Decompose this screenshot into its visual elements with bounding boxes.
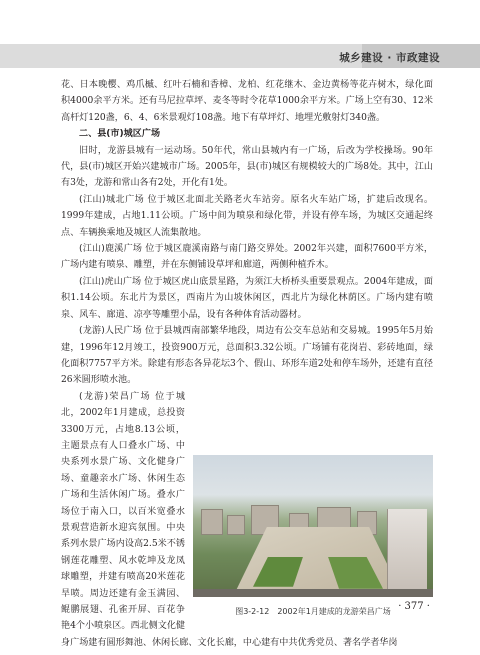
entry-chengbei <box>61 192 433 241</box>
entry-lead: (龙游)人民广场 <box>79 326 142 337</box>
figure <box>193 455 433 620</box>
entry-text: 位于城北，2002年1月建成，总投资3300万元，占地8.13公顷，主题景点有人口叠水广场、中央系列水景广场、文化健身广场、童趣亲水广场、休闲生态广场和生活休闲广场。叠水广场位于南入口，以百米宽叠水景观营造新水迎宾氛围。中央系列水景广场内设高2.5米不锈钢莲花雕塑、风水乾坤及龙凤球雕塑，并建有喷高20米莲花旱喷。周边还建有金玉满园、鲲鹏展翅、孔雀开屏、百花争艳4个小喷泉区。西北侧文化健身广场建有圆形舞池、休闲长廊、文化长廊，中心建有中共优秀党员、著名学者华岗 <box>61 391 398 648</box>
entry-hushan <box>61 274 433 323</box>
entry-lead: (龙游)荣昌广场 <box>79 391 151 402</box>
aerial-photo-plaza <box>193 455 433 597</box>
section-intro: 旧时，龙游县城有一运动场。50年代，常山县城内有一广场，后改为学校操场。90年代，县(市)城区开始兴建城市广场。2005年，县(市)城区有规模较大的广场8处。其中，江山有3处，龙游和常山各有2处，开化有1处。 <box>61 145 433 189</box>
page-number: · 377 · <box>398 601 430 612</box>
paragraph-continued: 花、日本晚樱、鸡爪槭、红叶石楠和香樟、龙柏、红花继木、金边黄杨等花卉树木，绿化面积4000余平方米。还有马尼拉草坪、麦冬等时令花草1000余平方米。广场上空有30、12米高杆灯120盏，6、4、6米景观灯108盏。地下有草坪灯、地埋光敷射灯340盏。 <box>61 80 433 123</box>
page-body <box>61 77 433 651</box>
entry-renmin <box>61 323 433 389</box>
tower-shape <box>387 509 427 589</box>
entry-text: 位于城区北面北关路老火车站旁。原名火车站广场，扩建后改现名。1999年建成，占地1.11公顷。广场中间为喷泉和绿化带，并设有停车场，为城区交通起终点、车辆换乘地及城区人流集散地。 <box>61 194 433 238</box>
entry-text: 位于城区虎山底景星路，为须江大桥桥头重要景观点。2004年建成，面积1.14公顷。东北片为景区，西南片为山坡休闲区，西北片为绿化林荫区。广场内建有喷泉、风车、廊道、凉亭等雕塑小品，设有各种体育活动器材。 <box>61 276 433 320</box>
building-shape <box>227 515 245 535</box>
entry-text: 位于城区鹿溪南路与南门路交界处。2002年兴建，面积7600平方米，广场内建有喷泉、雕塑，并在东侧铺设草坪和廊道，两侧种植乔木。 <box>61 244 433 271</box>
running-header-title: 城乡建设 · 市政建设 <box>339 52 440 64</box>
entry-lead: (江山)城北广场 <box>79 194 145 205</box>
road-shape <box>193 589 433 597</box>
figure-caption: 图3-2-12 2002年1月建成的龙游荣昌广场 <box>235 606 391 616</box>
building-shape <box>201 509 223 535</box>
entry-luxi <box>61 241 433 274</box>
entry-text: 位于县城西南部繁华地段，周边有公交车总站和交易城。1995年5月始建，1996年12月竣工，投资900万元，总面积3.32公顷。广场铺有花岗岩、彩砖地面，绿化面积7757平方米。除建有形态各异花坛3个、假山、环形车道2处和停车场外，还建有直径26米圆形喷水池。 <box>61 326 433 386</box>
entry-lead: (江山)虎山广场 <box>79 276 142 287</box>
wrapped-entry-area <box>61 389 433 652</box>
section-heading: 二、县(市)城区广场 <box>79 129 161 140</box>
entry-lead: (江山)鹿溪广场 <box>79 244 143 255</box>
